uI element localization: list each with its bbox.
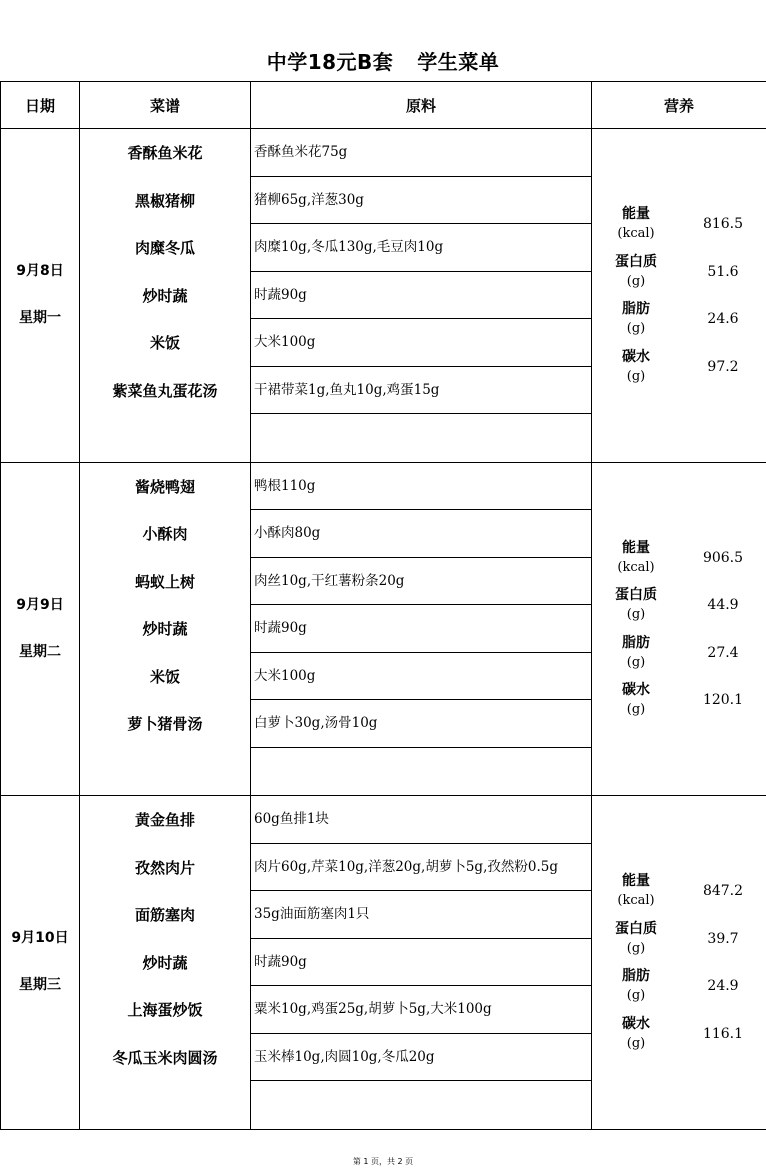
nutrition-label [592, 634, 680, 672]
weekday-text: 星期二 [19, 643, 61, 660]
header-ingredients: 原料 [251, 82, 592, 129]
ingredient-line: 35g油面筋塞肉1只 [251, 891, 591, 939]
day-row [1, 796, 766, 1130]
nutrition-label [592, 1015, 680, 1053]
nutrition-row [592, 867, 766, 915]
nutrition-label [592, 348, 680, 386]
dish-name: 孜然肉片 [134, 858, 195, 877]
nutrient-value: 51.6 [707, 263, 739, 280]
nutrient-name: 能量 [622, 539, 650, 556]
nutrient-name: 碳水 [622, 1015, 650, 1032]
nutrition-row [592, 629, 766, 677]
dish-name: 酱烧鸭翅 [134, 477, 195, 496]
ingredient-line: 鸭根110g [251, 463, 591, 511]
ingredient-line [251, 414, 591, 461]
nutrition-label [592, 872, 680, 910]
nutrient-value: 120.1 [702, 692, 744, 708]
nutrient-name: 脂肪 [622, 634, 650, 651]
ingredient-line [251, 748, 591, 795]
dish-cell [80, 129, 251, 463]
ingredient-line: 大米100g [251, 319, 591, 367]
nutrition-label [592, 253, 680, 291]
nutrient-name: 脂肪 [622, 301, 650, 317]
date-cell [1, 462, 80, 796]
nutrition-label [592, 300, 680, 338]
page-footer: 第 1 页，共 2 页 [352, 1157, 414, 1166]
dish-name: 黄金鱼排 [134, 811, 195, 830]
dish-name: 黑椒猪柳 [134, 191, 195, 210]
nutrition-row [592, 962, 766, 1010]
ingredient-line: 时蔬90g [251, 272, 591, 320]
date-text: 9月9日 [16, 596, 64, 613]
nutrition-cell [592, 129, 766, 463]
menu-table [0, 81, 766, 1130]
date-cell [1, 796, 80, 1130]
dish-name [80, 748, 250, 796]
ingredients-cell [251, 462, 592, 796]
dish-name: 萝卜猪骨汤 [127, 715, 203, 734]
nutrient-value: 44.9 [707, 597, 739, 613]
nutrient-name: 蛋白质 [615, 253, 657, 270]
ingredient-line: 玉米棒10g,肉圆10g,冬瓜20g [251, 1034, 591, 1082]
nutrient-unit: (g) [626, 321, 646, 336]
nutrient-value: 24.6 [707, 311, 739, 327]
dish-name: 炒时蔬 [142, 953, 188, 972]
nutrition-row [592, 676, 766, 724]
nutrition-label [592, 920, 680, 958]
nutrition-label [592, 967, 680, 1005]
header-row [1, 82, 766, 129]
ingredient-line: 60g鱼排1块 [251, 796, 591, 844]
dish-name: 米饭 [149, 667, 180, 686]
nutrition-row [592, 915, 766, 963]
nutrient-unit: (g) [626, 940, 646, 956]
nutrition-row [592, 343, 766, 391]
title-sub: 学生菜单 [417, 50, 500, 74]
weekday-text: 星期三 [19, 977, 61, 994]
nutrition-cell [592, 796, 766, 1130]
dish-cell [80, 796, 251, 1130]
day-row [1, 462, 766, 796]
weekday-text: 星期一 [19, 310, 61, 327]
dish-name: 米饭 [149, 334, 180, 353]
header-nutrition: 营养 [592, 82, 766, 129]
day-row [1, 129, 766, 463]
ingredient-line [251, 1081, 591, 1128]
date-cell [1, 129, 80, 463]
ingredient-line: 粟米10g,鸡蛋25g,胡萝卜5g,大米100g [251, 986, 591, 1034]
dish-name: 蚂蚁上树 [134, 572, 195, 591]
dish-name [80, 1081, 250, 1129]
nutrient-unit: (g) [626, 702, 646, 717]
nutrient-value: 24.9 [707, 978, 739, 994]
nutrient-value: 816.5 [702, 216, 744, 232]
nutrient-unit: (g) [626, 273, 646, 289]
nutrient-name: 碳水 [622, 348, 650, 365]
nutrition-cell [592, 462, 766, 796]
ingredient-line: 小酥肉80g [251, 510, 591, 558]
nutrition-label [592, 205, 680, 243]
header-dish: 菜谱 [80, 82, 251, 129]
ingredient-line: 白萝卜30g,汤骨10g [251, 700, 591, 748]
dish-name: 紫菜鱼丸蛋花汤 [112, 381, 218, 400]
nutrient-value: 39.7 [707, 930, 739, 947]
nutrition-label [592, 586, 680, 624]
nutrient-name: 能量 [622, 206, 650, 222]
nutrient-value: 906.5 [702, 549, 744, 566]
ingredient-line: 猪柳65g,洋葱30g [251, 177, 591, 225]
dish-name: 肉糜冬瓜 [134, 239, 195, 258]
dish-name: 炒时蔬 [142, 620, 188, 639]
dish-name: 面筋塞肉 [134, 906, 195, 925]
dish-name: 香酥鱼米花 [127, 144, 203, 163]
dish-cell [80, 462, 251, 796]
ingredient-line: 肉丝10g,干红薯粉条20g [251, 558, 591, 606]
ingredient-line: 大米100g [251, 653, 591, 701]
ingredients-cell [251, 129, 592, 463]
nutrition-row [592, 295, 766, 343]
nutrition-label [592, 539, 680, 577]
ingredient-line: 干裙带菜1g,鱼丸10g,鸡蛋15g [251, 367, 591, 415]
nutrient-value: 116.1 [702, 1025, 744, 1042]
nutrient-value: 27.4 [707, 644, 739, 661]
nutrition-row [592, 1010, 766, 1058]
dish-name: 冬瓜玉米肉圆汤 [112, 1048, 218, 1067]
nutrition-label [592, 681, 680, 719]
nutrition-row [592, 248, 766, 296]
date-text: 9月10日 [11, 930, 69, 947]
nutrient-unit: (g) [626, 1035, 646, 1051]
nutrient-name: 脂肪 [622, 968, 650, 984]
ingredient-line: 香酥鱼米花75g [251, 129, 591, 177]
nutrient-unit: (kcal) [617, 893, 655, 908]
dish-name [80, 414, 250, 462]
nutrient-name: 蛋白质 [615, 920, 657, 937]
dish-name: 上海蛋炒饭 [127, 1001, 203, 1020]
page-title [0, 46, 766, 75]
dish-name: 小酥肉 [142, 525, 188, 544]
nutrient-unit: (g) [626, 368, 646, 384]
nutrient-unit: (kcal) [617, 559, 655, 575]
title-main: 中学18元B套 [266, 50, 394, 74]
nutrient-unit: (g) [626, 988, 646, 1003]
nutrition-row [592, 581, 766, 629]
nutrient-unit: (g) [626, 654, 646, 670]
header-date: 日期 [1, 82, 80, 129]
nutrition-row [592, 200, 766, 248]
nutrition-row [592, 534, 766, 582]
nutrient-name: 蛋白质 [615, 587, 657, 603]
nutrient-name: 能量 [622, 873, 650, 889]
nutrient-unit: (kcal) [617, 226, 655, 241]
ingredient-line: 时蔬90g [251, 605, 591, 653]
nutrient-value: 97.2 [707, 358, 739, 375]
ingredient-line: 时蔬90g [251, 939, 591, 987]
dish-name: 炒时蔬 [142, 286, 188, 305]
ingredients-cell [251, 796, 592, 1130]
nutrient-unit: (g) [626, 607, 646, 622]
ingredient-line: 肉糜10g,冬瓜130g,毛豆肉10g [251, 224, 591, 272]
nutrient-value: 847.2 [702, 883, 744, 899]
date-text: 9月8日 [16, 263, 64, 280]
nutrient-name: 碳水 [622, 682, 650, 698]
ingredient-line: 肉片60g,芹菜10g,洋葱20g,胡萝卜5g,孜然粉0.5g [251, 844, 591, 892]
